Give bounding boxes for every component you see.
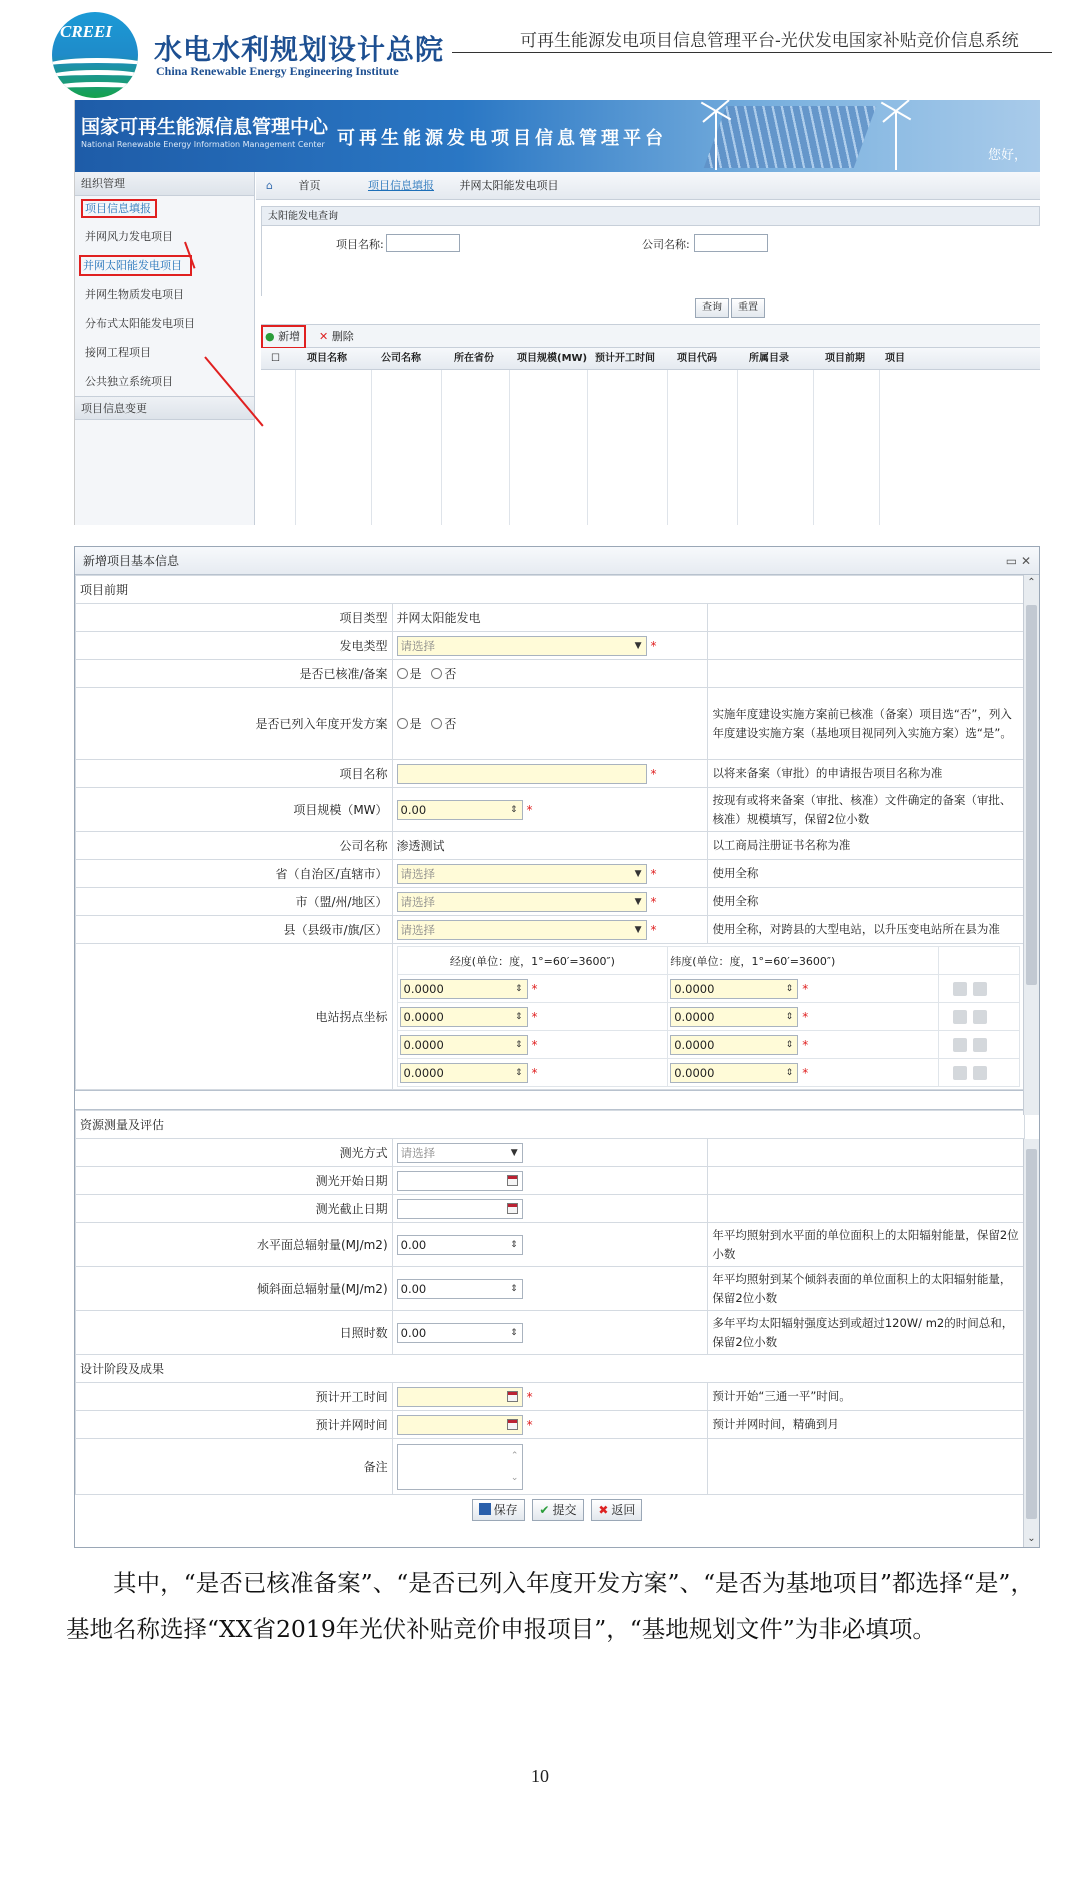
- query-panel: [261, 206, 1040, 525]
- delete-icon: ✕: [319, 330, 329, 343]
- scroll-thumb[interactable]: [1026, 1149, 1037, 1519]
- label-remark: 备注: [76, 1439, 393, 1495]
- submit-button[interactable]: ✔ 提交: [532, 1499, 583, 1521]
- col-company-name[interactable]: 公司名称: [381, 353, 421, 364]
- dropdown-icon: ▼: [634, 640, 642, 651]
- label-project-name: 项目名称: [76, 760, 393, 788]
- note-sun-hours: 多年平均太阳辐射强度达到或超过120W/ m2的时间总和，保留2位小数: [708, 1311, 1025, 1355]
- grid-header: [261, 348, 1040, 370]
- reset-button[interactable]: 重置: [731, 298, 765, 318]
- col-scale[interactable]: 项目规模(MW): [517, 353, 588, 364]
- stepper-icon[interactable]: ⇕: [515, 983, 523, 994]
- lat-input[interactable]: 0.0000 ⇕: [670, 1007, 798, 1027]
- edit-icon[interactable]: [953, 982, 967, 996]
- sidebar-head[interactable]: 组织管理: [75, 172, 254, 196]
- in-plan-yes-label: 是: [409, 717, 422, 731]
- col-start-time[interactable]: 预计开工时间: [595, 353, 655, 364]
- label-in-plan: 是否已列入年度开发方案: [76, 688, 393, 760]
- dropdown-icon: ▼: [634, 924, 642, 935]
- header-rule: [452, 52, 1052, 53]
- value-project-type: 并网太阳能发电: [392, 604, 708, 632]
- delete-button[interactable]: [319, 325, 354, 349]
- form-table-resources: [75, 1110, 1025, 1495]
- company-name-label: 公司名称:: [642, 238, 690, 251]
- form-button-bar: [75, 1495, 1039, 1525]
- add-button[interactable]: [261, 325, 306, 349]
- company-name-input[interactable]: [694, 234, 768, 252]
- required-mark: *: [650, 638, 657, 653]
- sidebar-item-biomass[interactable]: 并网生物质发电项目: [85, 288, 184, 301]
- expected-start-date[interactable]: [397, 1387, 523, 1407]
- add-button-label: 新增: [278, 330, 301, 343]
- in-plan-no-label: 否: [444, 717, 457, 731]
- stepper-icon[interactable]: ⇕: [515, 1039, 523, 1050]
- sidebar-item-grid-connection[interactable]: 接网工程项目: [85, 346, 151, 359]
- calendar-icon[interactable]: [507, 1391, 518, 1402]
- province-placeholder: 请选择: [400, 866, 436, 881]
- trash-icon[interactable]: [973, 1066, 987, 1080]
- logo-text: CREEI: [60, 22, 112, 41]
- project-name-label: 项目名称:: [336, 238, 384, 251]
- org-name-cn: 水电水利规划设计总院: [154, 33, 445, 66]
- scrollbar[interactable]: [1023, 1139, 1039, 1547]
- sidebar-section-project-change[interactable]: 项目信息变更: [75, 396, 254, 420]
- close-icon: ✖: [598, 1503, 609, 1517]
- label-city: 市（盟/州/地区）: [76, 888, 393, 916]
- label-method: 测光方式: [76, 1139, 393, 1167]
- col-pre-phase[interactable]: 项目前期: [825, 353, 865, 364]
- stepper-icon[interactable]: ⇕: [510, 1239, 518, 1250]
- sun-hours-stepper[interactable]: 0.00 ⇕: [397, 1323, 523, 1343]
- edit-icon[interactable]: [953, 1038, 967, 1052]
- lat-input[interactable]: 0.0000 ⇕: [670, 1063, 798, 1083]
- province-select[interactable]: [397, 864, 647, 884]
- lon-input[interactable]: 0.0000 ⇕: [400, 979, 528, 999]
- breadcrumb: [256, 172, 1040, 200]
- power-type-select[interactable]: [397, 636, 647, 656]
- creei-logo: [52, 12, 138, 98]
- stepper-icon[interactable]: ⇕: [785, 983, 794, 994]
- note-expected-grid: 预计并网时间，精确到月: [708, 1411, 1025, 1439]
- ghi-stepper[interactable]: 0.00 ⇕: [397, 1235, 523, 1255]
- in-plan-no-radio[interactable]: [431, 718, 442, 729]
- wind-turbine-icon: [895, 110, 897, 170]
- measure-start-date[interactable]: [397, 1171, 523, 1191]
- delete-button-label: 删除: [331, 330, 354, 343]
- lat-input[interactable]: 0.0000 ⇕: [670, 979, 798, 999]
- scale-value: 0.00: [400, 802, 427, 817]
- col-province[interactable]: 所在省份: [454, 353, 494, 364]
- label-company: 公司名称: [76, 832, 393, 860]
- grid-body: [261, 370, 1040, 525]
- body-paragraph: 其中，“是否已核准备案”、“是否已列入年度开发方案”、“是否为基地项目”都选择“是”，基地名称选择“XX省2019年光伏补贴竞价申报项目”，“基地规划文件”为非必填项。: [66, 1569, 1034, 1643]
- center-name-cn: 国家可再生能源信息管理中心: [81, 116, 329, 138]
- breadcrumb-project-report[interactable]: 项目信息填报: [367, 179, 434, 192]
- note-expected-start: 预计开始“三通一平”时间。: [708, 1383, 1025, 1411]
- approved-no-radio[interactable]: [431, 668, 442, 679]
- wind-turbine-icon: [715, 110, 717, 170]
- label-county: 县（县级市/旗/区）: [76, 916, 393, 944]
- dropdown-icon: ▼: [634, 896, 642, 907]
- method-select[interactable]: [397, 1143, 523, 1163]
- screenshot-gap: [75, 1090, 1039, 1110]
- stepper-icon[interactable]: ⇕: [510, 804, 518, 815]
- dropdown-icon: ▼: [510, 1147, 518, 1158]
- add-icon: ●: [265, 330, 275, 343]
- scale-stepper[interactable]: [397, 800, 523, 820]
- in-plan-yes-radio[interactable]: [397, 718, 408, 729]
- label-scale: 项目规模（MW）: [76, 788, 393, 832]
- label-expected-start: 预计开工时间: [76, 1383, 393, 1411]
- solar-panel-image: [704, 106, 877, 168]
- note-county: 使用全称，对跨县的大型电站，以升压变电站所在县为准: [708, 916, 1025, 944]
- label-tilt: 倾斜面总辐射量(MJ/m2): [76, 1267, 393, 1311]
- approved-no-label: 否: [444, 667, 457, 681]
- stepper-icon[interactable]: ⇕: [515, 1067, 523, 1078]
- breadcrumb-home[interactable]: 首页: [298, 179, 321, 192]
- city-placeholder: 请选择: [400, 894, 436, 909]
- note-tilt: 年平均照射到某个倾斜表面的单位面积上的太阳辐射能量，保留2位小数: [708, 1267, 1025, 1311]
- edit-icon[interactable]: [953, 1066, 967, 1080]
- method-placeholder: 请选择: [400, 1145, 436, 1160]
- lon-input[interactable]: 0.0000 ⇕: [400, 1007, 528, 1027]
- stepper-icon[interactable]: ⇕: [785, 1039, 794, 1050]
- lon-input[interactable]: 0.0000 ⇕: [400, 1035, 528, 1055]
- scroll-down-icon[interactable]: ⌄: [1027, 1533, 1036, 1544]
- scrollbar[interactable]: [1023, 575, 1039, 1115]
- document-header: [52, 8, 1052, 98]
- sidebar-section-project-report[interactable]: 项目信息填报: [81, 199, 157, 218]
- document-title: 可再生能源发电项目信息管理平台-光伏发电国家补贴竞价信息系统: [520, 31, 1019, 51]
- scroll-thumb[interactable]: [1026, 605, 1037, 985]
- back-button[interactable]: ✖ 返回: [591, 1499, 642, 1521]
- sidebar-item-distributed-solar[interactable]: 分布式太阳能发电项目: [85, 317, 195, 330]
- trash-icon[interactable]: [973, 982, 987, 996]
- required-mark: *: [650, 922, 657, 937]
- trash-icon[interactable]: [973, 1038, 987, 1052]
- label-approved: 是否已核准/备案: [76, 660, 393, 688]
- dialog-title: 新增项目基本信息: [83, 554, 180, 568]
- stepper-icon[interactable]: ⇕: [785, 1011, 794, 1022]
- query-panel-title: 太阳能发电查询: [261, 206, 1040, 226]
- remark-textarea[interactable]: [397, 1444, 523, 1490]
- note-company: 以工商局注册证书名称为准: [708, 832, 1025, 860]
- calendar-icon[interactable]: [507, 1203, 518, 1214]
- coord-row: 0.0000 ⇕ * 0.0000 ⇕ *: [397, 1003, 1019, 1031]
- lon-header: 经度(单位：度，1°=60′=3600″): [397, 947, 668, 975]
- lon-input[interactable]: 0.0000 ⇕: [400, 1063, 528, 1083]
- section-resources: 资源测量及评估: [76, 1111, 1025, 1139]
- coord-row: 0.0000 ⇕ * 0.0000 ⇕ *: [397, 1059, 1019, 1087]
- approved-yes-label: 是: [409, 667, 422, 681]
- greeting: 您好，: [987, 148, 1027, 163]
- required-mark: *: [526, 802, 533, 817]
- org-name-en: China Renewable Energy Engineering Institute: [156, 64, 399, 78]
- sidebar-item-wind[interactable]: 并网风力发电项目: [85, 230, 173, 243]
- dropdown-icon: ▼: [634, 868, 642, 879]
- county-placeholder: 请选择: [400, 922, 436, 937]
- stepper-icon[interactable]: ⇕: [785, 1067, 794, 1078]
- project-name-field[interactable]: [397, 764, 647, 784]
- center-name-en: National Renewable Energy Information Management Center: [81, 140, 325, 149]
- coord-row: 0.0000 ⇕ * 0.0000 ⇕ *: [397, 975, 1019, 1003]
- home-icon: ⌂: [266, 179, 277, 192]
- platform-title: 可再生能源发电项目信息管理平台: [337, 128, 667, 149]
- calendar-icon[interactable]: [507, 1419, 518, 1430]
- stepper-icon[interactable]: ⇕: [510, 1327, 518, 1338]
- calendar-icon[interactable]: [507, 1175, 518, 1186]
- approved-yes-radio[interactable]: [397, 668, 408, 679]
- col-project[interactable]: 项目: [885, 353, 905, 364]
- note-province: 使用全称: [708, 860, 1025, 888]
- textarea-scroll-icon[interactable]: ⌃ ⌄: [510, 1450, 519, 1483]
- expected-grid-date[interactable]: [397, 1415, 523, 1435]
- label-province: 省（自治区/直辖市）: [76, 860, 393, 888]
- label-ghi: 水平面总辐射量(MJ/m2): [76, 1223, 393, 1267]
- county-select[interactable]: [397, 920, 647, 940]
- sidebar-item-independent-system[interactable]: 公共独立系统项目: [85, 375, 173, 388]
- label-power-type: 发电类型: [76, 632, 393, 660]
- list-page-screenshot: [74, 100, 1040, 525]
- sidebar-item-solar[interactable]: 并网太阳能发电项目: [79, 255, 192, 276]
- trash-icon[interactable]: [973, 1010, 987, 1024]
- coord-row: 0.0000 ⇕ * 0.0000 ⇕ *: [397, 1031, 1019, 1059]
- col-project-code[interactable]: 项目代码: [677, 353, 717, 364]
- lat-header: 纬度(单位：度，1°=60′=3600″): [668, 947, 939, 975]
- note-scale: 按现有或将来备案（审批、核准）文件确定的备案（审批、核准）规模填写，保留2位小数: [708, 788, 1025, 832]
- project-name-input[interactable]: [386, 234, 460, 252]
- lat-input[interactable]: 0.0000 ⇕: [670, 1035, 798, 1055]
- grid-toolbar: [261, 324, 1040, 348]
- note-in-plan: 实施年度建设实施方案前已核准（备案）项目选“否”，列入年度建设实施方案（基地项目视同列入实施方案）选“是”。: [708, 688, 1025, 760]
- label-measure-start: 测光开始日期: [76, 1167, 393, 1195]
- section-pre: 项目前期: [76, 576, 1025, 604]
- save-icon: [479, 1503, 491, 1515]
- breadcrumb-solar: 并网太阳能发电项目: [459, 179, 559, 192]
- stepper-icon[interactable]: ⇕: [515, 1011, 523, 1022]
- minimize-icon[interactable]: ▭: [1005, 554, 1018, 568]
- measure-end-date[interactable]: [397, 1199, 523, 1219]
- edit-icon[interactable]: [953, 1010, 967, 1024]
- value-company: 渗透测试: [392, 832, 708, 860]
- required-mark: *: [650, 894, 657, 909]
- label-measure-end: 测光截止日期: [76, 1195, 393, 1223]
- sidebar: [75, 172, 255, 525]
- section-design: 设计阶段及成果: [76, 1355, 1025, 1383]
- label-sun-hours: 日照时数: [76, 1311, 393, 1355]
- save-button[interactable]: 保存: [472, 1499, 525, 1521]
- coords-table: [397, 946, 1020, 1087]
- required-mark: *: [526, 1389, 533, 1404]
- required-mark: *: [650, 766, 657, 781]
- label-expected-grid: 预计并网时间: [76, 1411, 393, 1439]
- check-icon: ✔: [539, 1503, 550, 1517]
- scroll-up-icon[interactable]: ⌃: [1027, 577, 1036, 588]
- label-coords: 电站拐点坐标: [76, 944, 393, 1090]
- required-mark: *: [526, 1417, 533, 1432]
- stepper-icon[interactable]: ⇕: [510, 1283, 518, 1294]
- required-mark: *: [650, 866, 657, 881]
- col-catalog[interactable]: 所属目录: [749, 353, 789, 364]
- platform-banner: [75, 100, 1040, 172]
- select-all-checkbox[interactable]: ☐: [271, 353, 280, 364]
- city-select[interactable]: [397, 892, 647, 912]
- add-project-dialog: [74, 546, 1040, 1548]
- power-type-placeholder: 请选择: [400, 638, 436, 653]
- close-icon[interactable]: ✕: [1020, 554, 1031, 568]
- note-project-name: 以将来备案（审批）的申请报告项目名称为准: [708, 760, 1025, 788]
- note-city: 使用全称: [708, 888, 1025, 916]
- note-ghi: 年平均照射到水平面的单位面积上的太阳辐射能量，保留2位小数: [708, 1223, 1025, 1267]
- query-button[interactable]: 查询: [695, 298, 729, 318]
- page-number: 10: [531, 1766, 549, 1786]
- form-table-pre: [75, 575, 1025, 1090]
- tilt-stepper[interactable]: 0.00 ⇕: [397, 1279, 523, 1299]
- col-project-name[interactable]: 项目名称: [307, 353, 347, 364]
- label-project-type: 项目类型: [76, 604, 393, 632]
